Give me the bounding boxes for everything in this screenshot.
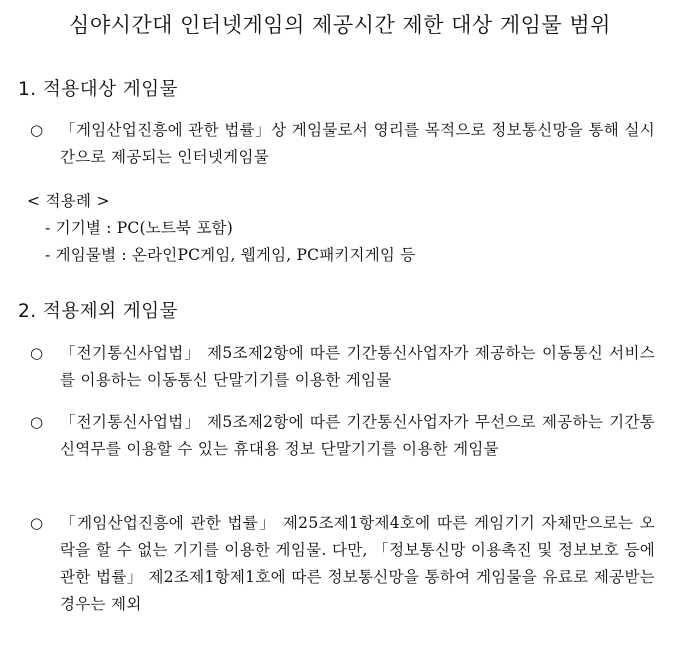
circle-bullet-icon: ○	[30, 514, 44, 532]
example-line-game-type: - 게임물별 : 온라인PC게임, 웹게임, PC패키지게임 등	[45, 246, 416, 264]
circle-bullet-icon: ○	[30, 344, 44, 362]
document-title: 심야시간대 인터넷게임의 제공시간 제한 대상 게임물 범위	[69, 13, 611, 37]
circle-bullet-icon: ○	[30, 413, 44, 431]
list-item-applicable	[30, 117, 655, 171]
list-item-excluded-devices	[30, 510, 655, 618]
example-line-device: - 기기별 : PC(노트북 포함)	[45, 219, 233, 237]
circle-bullet-icon: ○	[30, 121, 44, 139]
list-item-text: 「게임산업진흥에 관한 법률」상 게임물로서 영리를 목적으로 정보통신망을 통해 실시간으로 제공되는 인터넷게임물	[60, 121, 655, 166]
list-item-text: 「전기통신사업법」 제5조제2항에 따른 기간통신사업자가 제공하는 이동통신 서비스를 이용하는 이동통신 단말기기를 이용한 게임물	[60, 344, 655, 389]
list-item-text: 「게임산업진흥에 관한 법률」 제25조제1항제4호에 따른 게임기기 자체만으로는 오락을 할 수 없는 기기를 이용한 게임물. 다만, 「정보통신망 이용촉진 및 정보보호 등에 관한 법률」 제2조제1항제1호에 따른 정보통신망을 통하여 게임물을 유료로 제공받는 경우는 제외	[60, 514, 655, 613]
examples-heading: < 적용례 >	[27, 192, 110, 210]
section-heading-excluded: 2. 적용제외 게임물	[18, 301, 179, 322]
list-item-excluded-wireless	[30, 409, 655, 463]
examples-block	[27, 188, 415, 269]
list-item-text: 「전기통신사업법」 제5조제2항에 따른 기간통신사업자가 무선으로 제공하는 기간통신역무를 이용할 수 있는 휴대용 정보 단말기기를 이용한 게임물	[60, 413, 655, 458]
section-heading-applicable: 1. 적용대상 게임물	[18, 79, 179, 100]
list-item-excluded-mobile	[30, 340, 655, 394]
